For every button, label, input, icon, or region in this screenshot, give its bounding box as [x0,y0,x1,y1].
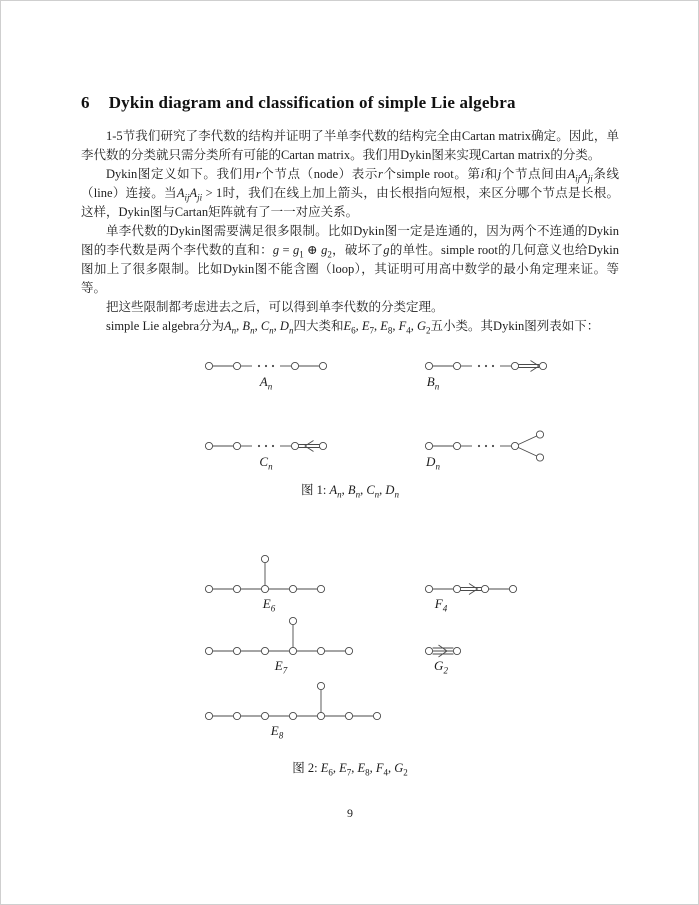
label-e7: $E_7$ [274,658,288,676]
label-bn: $B_n$ [426,374,440,392]
body-text [81,127,619,336]
label-e8: $E_8$ [270,723,284,741]
arrow-left-icon [305,441,314,452]
dynkin-diagram-cn [205,441,326,452]
paragraph-4: 把这些限制都考虑进去之后，可以得到单李代数的分类定理。 [106,300,444,314]
dynkin-diagram-dn [425,431,543,461]
section-number: 6 [81,93,90,112]
paragraph-1: 1-5节我们研究了李代数的结构并证明了半单李代数的结构完全由Cartan matrix确定。因此，单李代数的分类就只需分类所有可能的Cartan matrix。我们用Dykin图来实现Cartan matrix的分类。 [81,129,619,162]
label-cn: $C_n$ [259,454,273,472]
label-f4: $F_4$ [434,596,448,614]
label-g2: $G_2$ [434,658,448,676]
dynkin-diagrams-classical [81,346,621,476]
figure-1 [81,346,619,476]
dynkin-diagram-e8 [205,682,380,719]
label-an: $A_n$ [259,374,273,392]
dynkin-diagram-g2 [425,645,460,657]
figure-2-caption: 图 2: $E_6$, $E_7$, $E_8$, $F_4$, $G_2$ [292,761,408,778]
page-number: 9 [347,806,353,820]
paragraph-5: simple Lie algebra分为$A_n$, $B_n$, $C_n$, $D_n$四大类和$E_6$, $E_7$, $E_8$, $F_4$, $G_2$五小类。其Dykin图列表如下： [106,319,600,336]
arrow-right-icon [531,361,540,372]
dynkin-diagram-bn [425,361,546,372]
arrow-right-icon [469,584,478,595]
section-heading [81,93,619,113]
dynkin-diagram-f4 [425,584,516,595]
figure-1-caption: 图 1: $A_n$, $B_n$, $C_n$, $D_n$ [301,483,399,500]
dynkin-diagrams-exceptional [81,544,621,744]
label-dn: $D_n$ [426,454,440,472]
paragraph-2: Dykin图定义如下。我们用r个节点（node）表示r个simple root。第i和j个节点间由$A_{ij}A_{ji}$条线（line）连接。当$A_{ij}A_{ji} > 1$时，我们在线上加上箭头，由长根指向短根，来区分哪个节点是长根。这样，Dykin图与Cartan矩阵就有了一一对应关系。 [81,167,619,219]
dynkin-diagram-e7 [205,617,352,654]
paragraph-3: 单李代数的Dykin图需要满足很多限制。比如Dykin图一定是连通的，因为两个不连通的Dykin图的李代数是两个李代数的直和：$g = g_1$ ⊕ $g_2$，破坏了g的单性。simple root的几何意义也给Dykin图加上了很多限制。比如Dykin图不能含圈（loop），其证明可用高中数学的最小角定理来证。等等。 [81,224,619,295]
figure-2 [81,544,619,744]
label-e6: $E_6$ [262,596,276,614]
section-title: Dykin diagram and classification of simple Lie algebra [108,93,516,112]
dynkin-diagram-e6 [205,555,324,592]
dynkin-diagram-an [205,362,326,369]
